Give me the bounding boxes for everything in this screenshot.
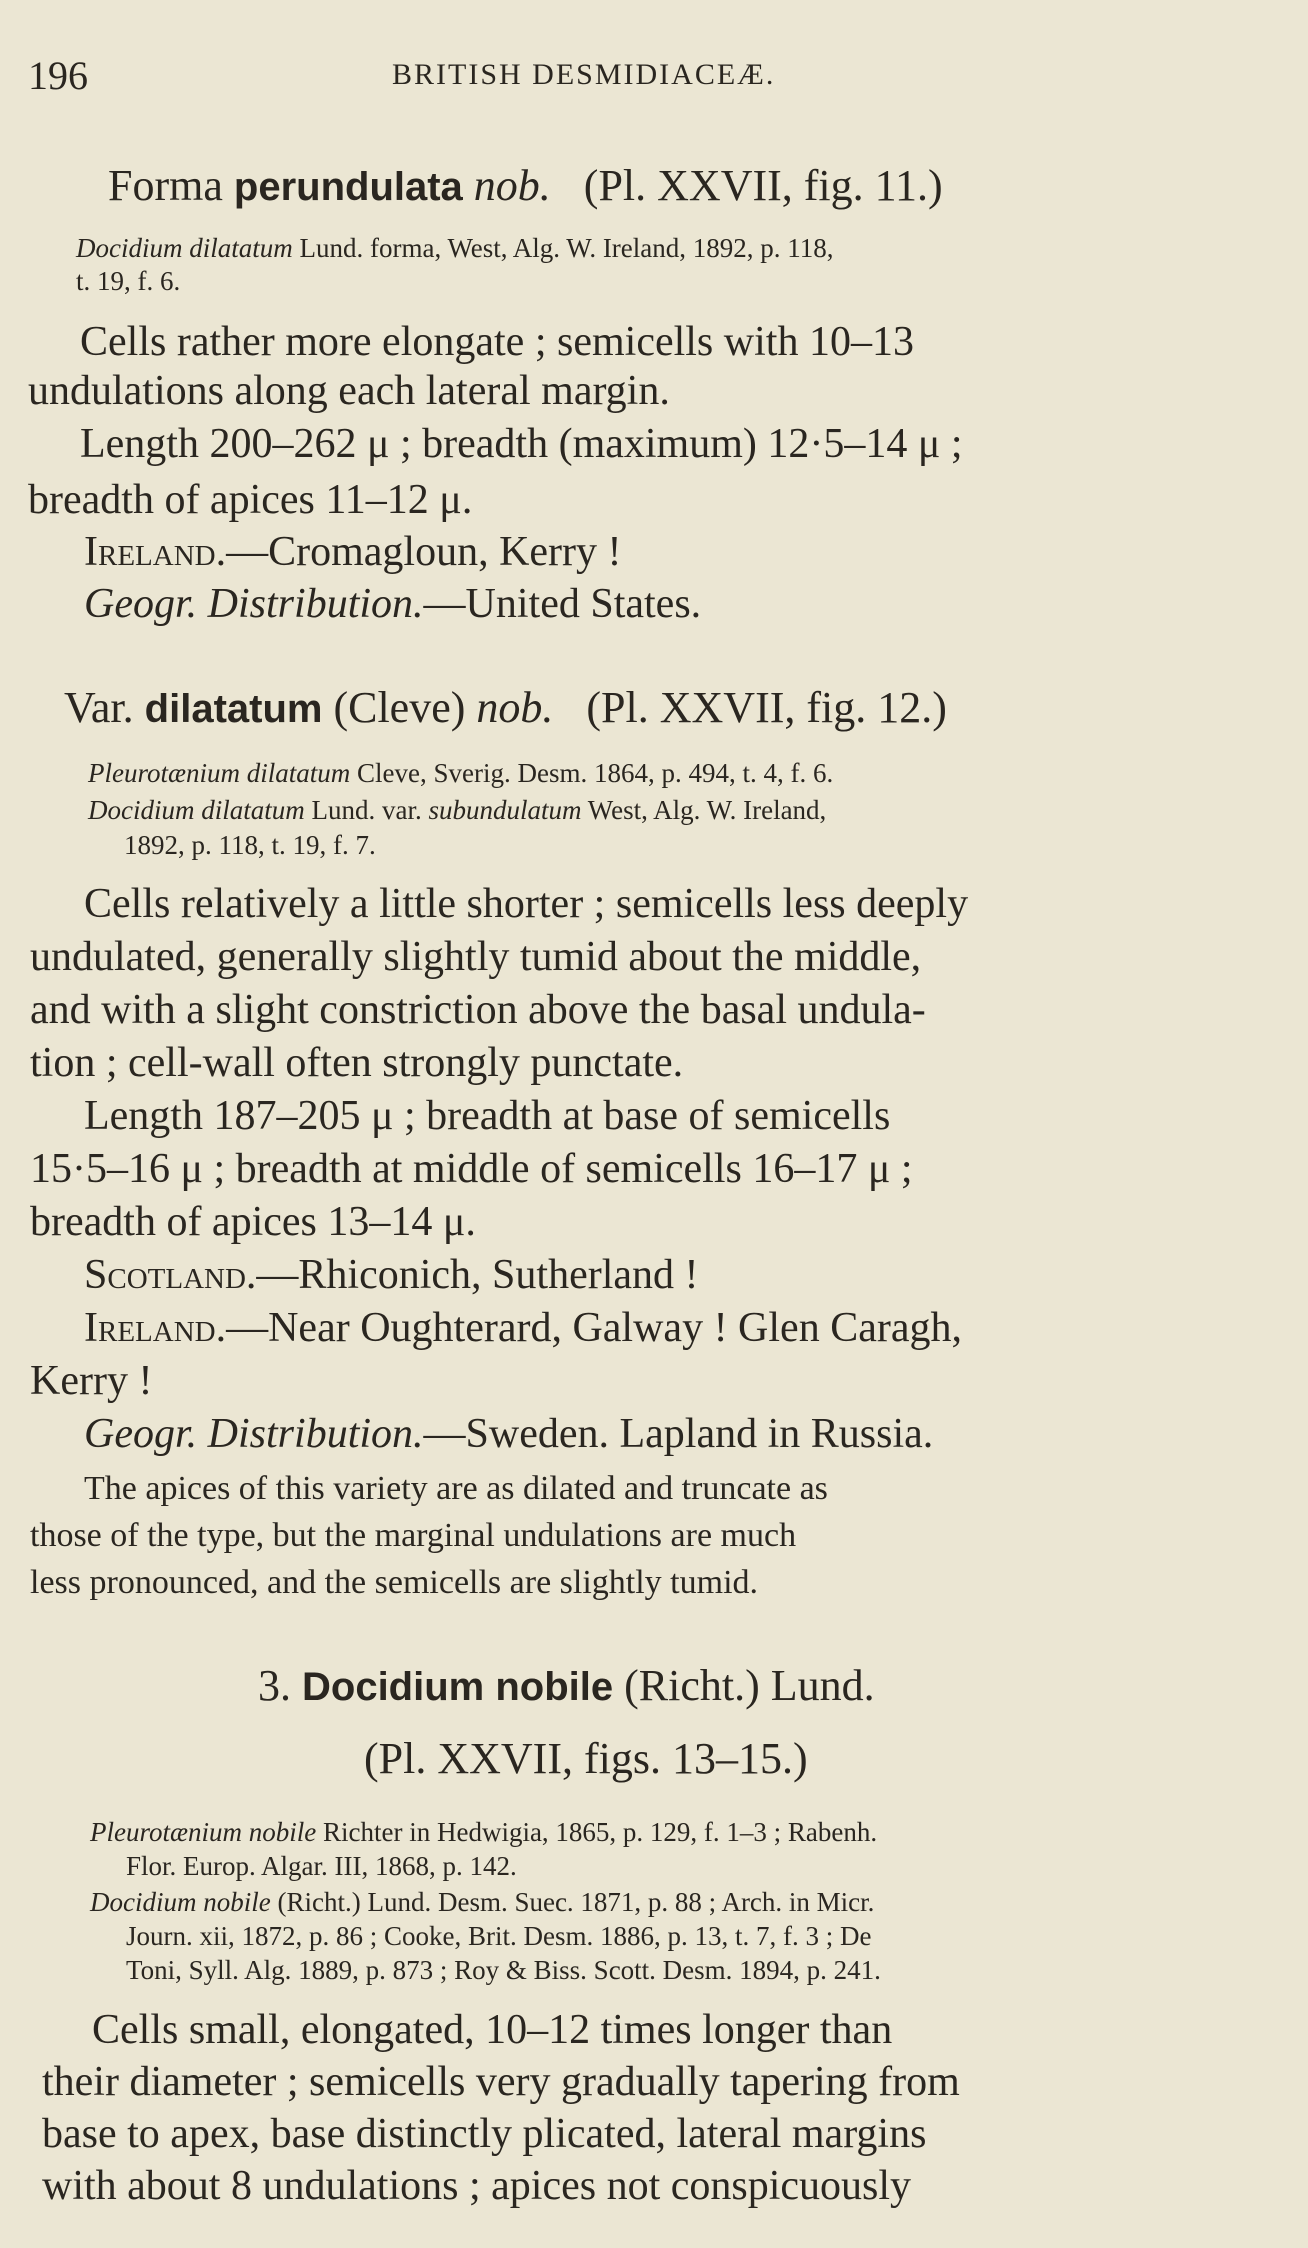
species-plate: (Pl. XXVII, figs. 13–15.): [364, 1734, 808, 1783]
variety-locality-scotland: Scotland.—Rhiconich, Sutherland !: [84, 1252, 699, 1298]
species-description-cont: with about 8 undulations ; apices not conspicuously: [42, 2163, 912, 2209]
variety-description-cont: undulated, generally slightly tumid about the middle,: [30, 934, 922, 980]
variety-distribution: Geogr. Distribution.—Sweden. Lapland in Russia.: [84, 1411, 934, 1457]
variety-heading: Var. dilatatum (Cleve) nob. (Pl. XXVII, fig. 12.): [64, 683, 947, 732]
forma-locality: Ireland.—Cromagloun, Kerry !: [84, 529, 622, 575]
species-description: Cells small, elongated, 10–12 times longer than: [92, 2007, 893, 2053]
variety-measurements: Length 187–205 μ ; breadth at base of semicells: [84, 1093, 891, 1139]
forma-synonym-cont: t. 19, f. 6.: [76, 266, 181, 296]
variety-description: Cells relatively a little shorter ; semicells less deeply: [84, 881, 969, 927]
forma-heading: Forma perundulata nob. (Pl. XXVII, fig. 11.): [108, 161, 943, 210]
variety-measurements-cont: 15·5–16 μ ; breadth at middle of semicells 16–17 μ ;: [30, 1146, 913, 1192]
forma-description: Cells rather more elongate ; semicells with 10–13: [80, 319, 914, 365]
variety-locality-ireland: Ireland.—Near Oughterard, Galway ! Glen Caragh,: [84, 1305, 962, 1351]
species-synonym-1-cont: Flor. Europ. Algar. III, 1868, p. 142.: [126, 1851, 517, 1881]
species-description-cont: base to apex, base distinctly plicated, lateral margins: [42, 2111, 927, 2157]
variety-synonym-1: Pleurotænium dilatatum Cleve, Sverig. Desm. 1864, p. 494, t. 4, f. 6.: [88, 758, 834, 788]
variety-note-cont: those of the type, but the marginal undulations are much: [30, 1517, 797, 1554]
forma-distribution: Geogr. Distribution.—United States.: [84, 581, 702, 627]
forma-measurements-cont: breadth of apices 11–12 μ.: [28, 477, 473, 523]
variety-measurements-cont: breadth of apices 13–14 μ.: [30, 1199, 476, 1245]
species-synonym-2: Docidium nobile (Richt.) Lund. Desm. Suec. 1871, p. 88 ; Arch. in Micr.: [90, 1887, 875, 1917]
forma-synonym: Docidium dilatatum Lund. forma, West, Alg. W. Ireland, 1892, p. 118,: [76, 233, 834, 263]
variety-note: The apices of this variety are as dilated and truncate as: [84, 1470, 828, 1507]
species-heading: 3. Docidium nobile (Richt.) Lund.: [258, 1661, 875, 1710]
forma-measurements: Length 200–262 μ ; breadth (maximum) 12·5–14 μ ;: [80, 421, 963, 467]
species-synonym-2-cont: Toni, Syll. Alg. 1889, p. 873 ; Roy & Biss. Scott. Desm. 1894, p. 241.: [126, 1955, 881, 1985]
species-synonym-1: Pleurotænium nobile Richter in Hedwigia, 1865, p. 129, f. 1–3 ; Rabenh.: [90, 1817, 878, 1847]
running-title: BRITISH DESMIDIACEÆ.: [392, 58, 776, 91]
variety-locality-ireland-cont: Kerry !: [30, 1358, 153, 1404]
page-number: 196: [28, 53, 88, 98]
variety-synonym-2: Docidium dilatatum Lund. var. subundulatum West, Alg. W. Ireland,: [88, 795, 827, 825]
forma-description-cont: undulations along each lateral margin.: [28, 368, 670, 414]
variety-description-cont: tion ; cell-wall often strongly punctate.: [30, 1040, 684, 1086]
variety-synonym-2-cont: 1892, p. 118, t. 19, f. 7.: [124, 830, 376, 860]
species-synonym-2-cont: Journ. xii, 1872, p. 86 ; Cooke, Brit. Desm. 1886, p. 13, t. 7, f. 3 ; De: [126, 1921, 872, 1951]
variety-note-cont: less pronounced, and the semicells are slightly tumid.: [30, 1564, 759, 1601]
species-description-cont: their diameter ; semicells very gradually tapering from: [42, 2059, 960, 2105]
variety-description-cont: and with a slight constriction above the basal undula-: [30, 987, 926, 1033]
